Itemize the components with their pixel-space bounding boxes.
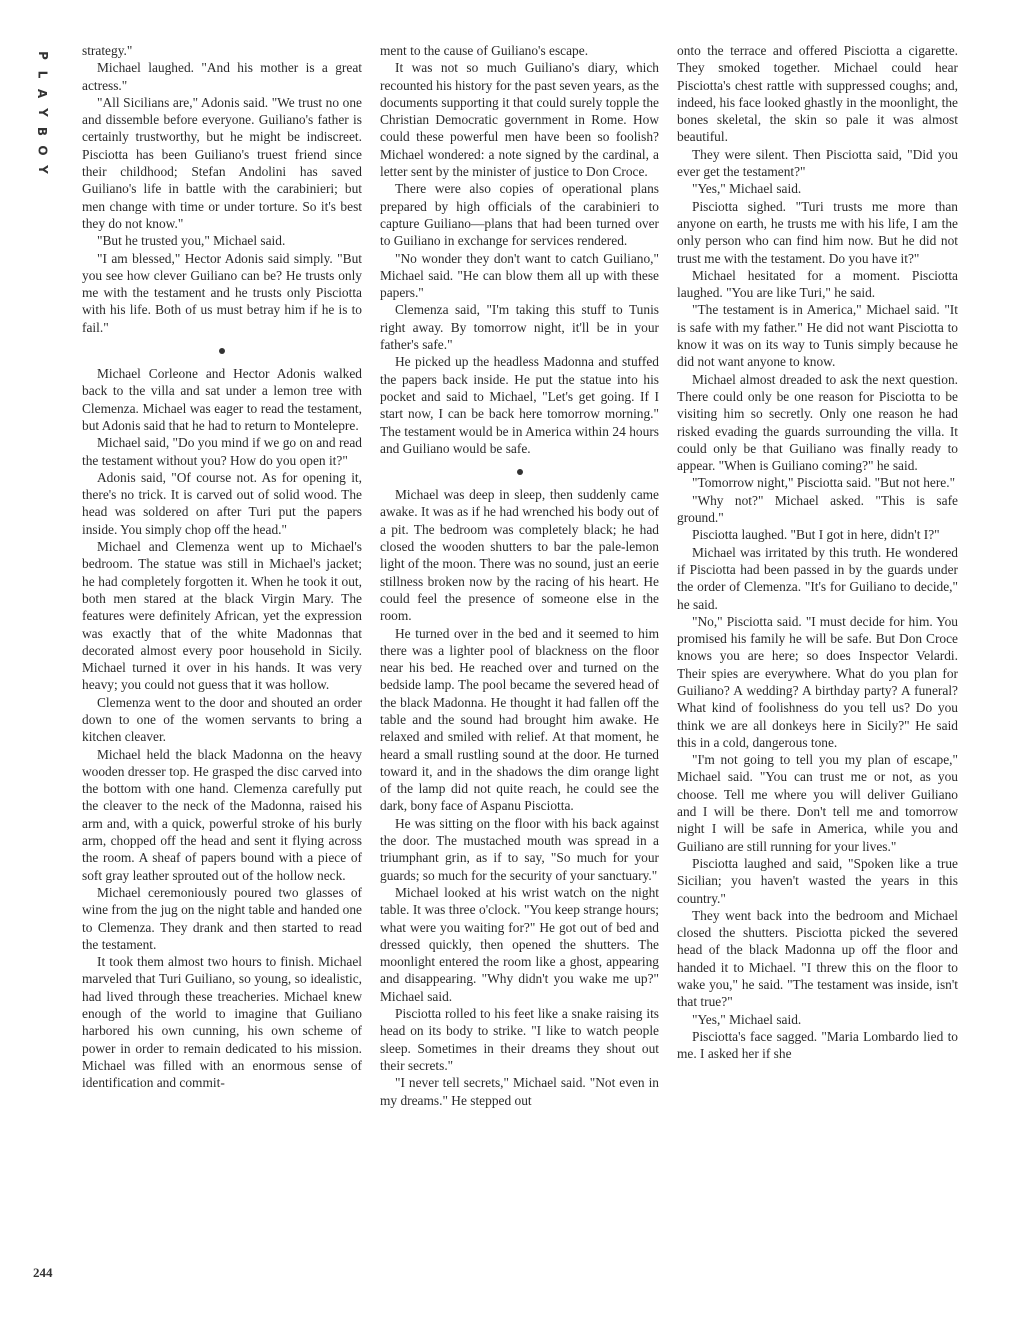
paragraph: Pisciotta rolled to his feet like a snake raising its head on its body to strike. "I like to watch people sleep. Sometimes in their dreams they shout out their secrets." <box>380 1006 659 1073</box>
paragraph: "No," Pisciotta said. "I must decide for him. You promised his family he will be safe. But Don Croce knows you are here; so does Inspector Velardi. Their spies are everywhere. What do you plan for Guiliano? A wedding? A birthday party? A funeral? What kind of foolishness do you tell us? Do you think we are all donkeys here in Sicily?" He said this in a cold, dangerous tone. <box>677 613 958 750</box>
paragraph: "All Sicilians are," Adonis said. "We trust no one and dissemble before everyone. Guiliano's father is certainly trustworthy, but he might be indiscreet. Pisciotta has been Guiliano's truest friend since their childhood; Stefan Andolini has saved Guiliano's life in battle with the carabinieri; but men change with time or under torture. So it's best they do not know." <box>82 94 362 231</box>
paragraph: "Tomorrow night," Pisciotta said. "But not here." <box>692 475 956 491</box>
paragraph: Pisciotta sighed. "Turi trusts me more than anyone on earth, he trusts me with his life, I am the only person who can find him now. But he did not trust me with the testament. Do you have it?" <box>677 198 958 266</box>
paragraph: Pisciotta laughed. "But I got in here, didn't I?" <box>692 527 940 543</box>
paragraph: strategy." <box>82 43 133 58</box>
paragraph: ment to the cause of Guiliano's escape. <box>380 43 589 58</box>
paragraph: He was sitting on the floor with his back against the door. The mustached mouth was spread in a triumphant grin, as if to say, "So much for your guards; so much for the security of your sanctuary." <box>380 815 659 883</box>
paragraph: Michael almost dreaded to ask the next question. There could only be one reason for Pisciotta to be visiting him so secretly. Only one reason he had risked evading the guards surrounding the villa. It could only be that Guiliano was finally ready to appear. "When is Guiliano coming?" he said. <box>677 371 958 474</box>
paragraph: Adonis said, "Of course not. As for opening it, there's no trick. It is carved out of solid wood. The head was soldered on after Turi put the papers inside. You simply chop off the head." <box>82 469 362 537</box>
bullet-dot-icon <box>219 348 225 354</box>
paragraph: He turned over in the bed and it seemed to him there was a lighter pool of blackness on the floor near his bed. He reached over and turned on the bedside lamp. The pool became the severed head of the black Madonna. He thought it had fallen off the table and the sound had brought him awake. He relaxed and smiled with relief. At that moment, he heard a small rustling sound at the door. He turned toward it, and in the shadows the dim orange light of the lamp did not quite reach, he could see the dark, bony face of Aspanu Pisciotta. <box>380 625 659 814</box>
section-break <box>380 466 659 476</box>
paragraph: "I never tell secrets," Michael said. "Not even in my dreams." He stepped out <box>380 1075 659 1108</box>
magazine-wordmark <box>32 46 52 179</box>
paragraph: Michael was deep in sleep, then suddenly came awake. It was as if he had wrenched his body out of a pit. The bedroom was completely black; he had closed the wooden shutters to bar the pale-lemon light of the moon. There was no sound, just an eerie stillness broken now by the racing of his heart. He could feel the presence of someone else in the room. <box>380 487 659 624</box>
paragraph: Pisciotta's face sagged. "Maria Lombardo lied to me. I asked her if she <box>677 1028 958 1062</box>
paragraph: Pisciotta laughed and said, "Spoken like a true Sicilian; you haven't wasted the years in this country." <box>677 855 958 906</box>
paragraph: "The testament is in America," Michael said. "It is safe with my father." He did not want Pisciotta to know it was on its way to Tunis simply because he did not want anyone to know. <box>677 302 958 370</box>
text-column-1 <box>82 42 362 1092</box>
wordmark-letter: O <box>35 145 50 156</box>
paragraph: Michael looked at his wrist watch on the night table. It was three o'clock. "You keep strange hours; what were you waiting for?" He got out of bed and dressed quickly, then opened the shutters. The moonlight entered the room like a ghost, appearing and disappearing. "Why didn't you wake me up?" Michael said. <box>380 884 659 1004</box>
paragraph: Michael ceremoniously poured two glasses of wine from the jug on the night table and handed one to Clemenza. They drank and then started to read the testament. <box>82 884 362 952</box>
wordmark-letter: P <box>35 51 50 60</box>
text-column-3 <box>677 42 958 1063</box>
paragraph: It was not so much Guiliano's diary, which recounted his history for the past seven years, as the documents supporting it that could surely topple the Christian Democratic government in Rome. How could these powerful men have been so foolish? Michael wondered: a note signed by the cardinal, a letter sent by the minister of justice to Don Croce. <box>380 60 659 180</box>
paragraph: There were also copies of operational plans prepared by high officials of the carabinieri to capture Guiliano—plans that had been turned over to Guiliano in exchange for services rendered. <box>380 181 659 249</box>
paragraph: "I am blessed," Hector Adonis said simply. "But you see how clever Guiliano can be? He trusts only me with the testament and he trusts only Pisciotta with his life. Both of us must betray him if he is to fail." <box>82 250 362 335</box>
paragraph: It took them almost two hours to finish. Michael marveled that Turi Guiliano, so young, so idealistic, had lived through these treacheries. Michael knew enough of the world to imagine that Guiliano harbored his own cunning, his own scheme of power in order to remain dedicated to his mission. Michael was filled with an enormous sense of identification and commit- <box>82 954 362 1091</box>
paragraph: Michael hesitated for a moment. Pisciotta laughed. "You are like Turi," he said. <box>677 267 958 301</box>
paragraph: "No wonder they don't want to catch Guiliano," Michael said. "He can blow them all up with these papers." <box>380 250 659 301</box>
text-column-2 <box>380 42 659 1109</box>
wordmark-letter: Y <box>35 108 50 117</box>
wordmark-letter: Y <box>35 165 50 174</box>
paragraph: Michael laughed. "And his mother is a great actress." <box>82 60 362 93</box>
paragraph: They went back into the bedroom and Michael closed the shutters. Pisciotta picked the severed head of the black Madonna up off the floor and handed it to Michael. "I threw this on the floor to wake you," he said. "The testament was inside, isn't that true?" <box>677 907 958 1010</box>
paragraph: "Yes," Michael said. <box>692 1011 802 1027</box>
paragraph: Clemenza said, "I'm taking this stuff to Tunis right away. By tomorrow night, it'll be in your father's safe." <box>380 302 659 353</box>
paragraph: "I'm not going to tell you my plan of escape," Michael said. "You can trust me or not, as you choose. Tell me where you will deliver Guiliano and I will be there. Don't tell me and tomorrow night I will be safe in America, while you and Guiliano are still running for your lives." <box>677 752 958 854</box>
paragraph: onto the terrace and offered Pisciotta a cigarette. They smoked together. Michael could hear Pisciotta's chest rattle with suppressed coughs; and, indeed, his face looked ghastly in the moonlight, the bones skeletal, the skin so pale it was almost beautiful. <box>677 43 958 145</box>
paragraph: Michael Corleone and Hector Adonis walked back to the villa and sat under a lemon tree with Clemenza. Michael was eager to read the testament, but Adonis said that he had to return to Montelepre. <box>82 366 362 433</box>
paragraph: Clemenza went to the door and shouted an order down to one of the women servants to bring a kitchen cleaver. <box>82 694 362 745</box>
paragraph: He picked up the headless Madonna and stuffed the papers back inside. He put the statue into his pocket and said to Michael, "Let's get going. If I start now, I can be back here tomorrow morning." The testament would be in America within 24 hours and Guiliano would be safe. <box>380 354 659 456</box>
paragraph: Michael and Clemenza went up to Michael's bedroom. The statue was still in Michael's jacket; he had completely forgotten it. When he took it out, both men stared at the black Virgin Mary. The features were definitely African, yet the expression was exactly that of the white Madonnas that decorated almost every poor household in Sicily. Michael turned it over in his hands. It was very heavy; you could not guess that it was hollow. <box>82 539 362 693</box>
section-break <box>82 345 362 355</box>
paragraph: "But he trusted you," Michael said. <box>97 233 286 249</box>
wordmark-letter: B <box>35 126 50 137</box>
paragraph: Michael held the black Madonna on the heavy wooden dresser top. He grasped the disc carved into the bottom with one hand. Clemenza carefully put the cleaver to the neck of the Madonna, raised his arm and, with a quick, powerful stroke of his burly arm, chopped off the head and sent it flying across the room. A sheaf of papers bound with a piece of soft gray leather sprouted out of the hollow neck. <box>82 746 362 883</box>
page-number: 244 <box>33 1265 53 1280</box>
wordmark-letter: A <box>35 88 50 99</box>
paragraph: Michael said, "Do you mind if we go on and read the testament without you? How do you open it?" <box>82 435 362 468</box>
paragraph: "Why not?" Michael asked. "This is safe ground." <box>677 492 958 526</box>
paragraph: "Yes," Michael said. <box>692 181 802 197</box>
paragraph: They were silent. Then Pisciotta said, "Did you ever get the testament?" <box>677 146 958 180</box>
bullet-dot-icon <box>517 469 523 475</box>
wordmark-letter: L <box>35 70 50 79</box>
paragraph: Michael was irritated by this truth. He wondered if Pisciotta had been passed in by the guards under the order of Clemenza. "It's for Guiliano to decide," he said. <box>677 544 958 612</box>
